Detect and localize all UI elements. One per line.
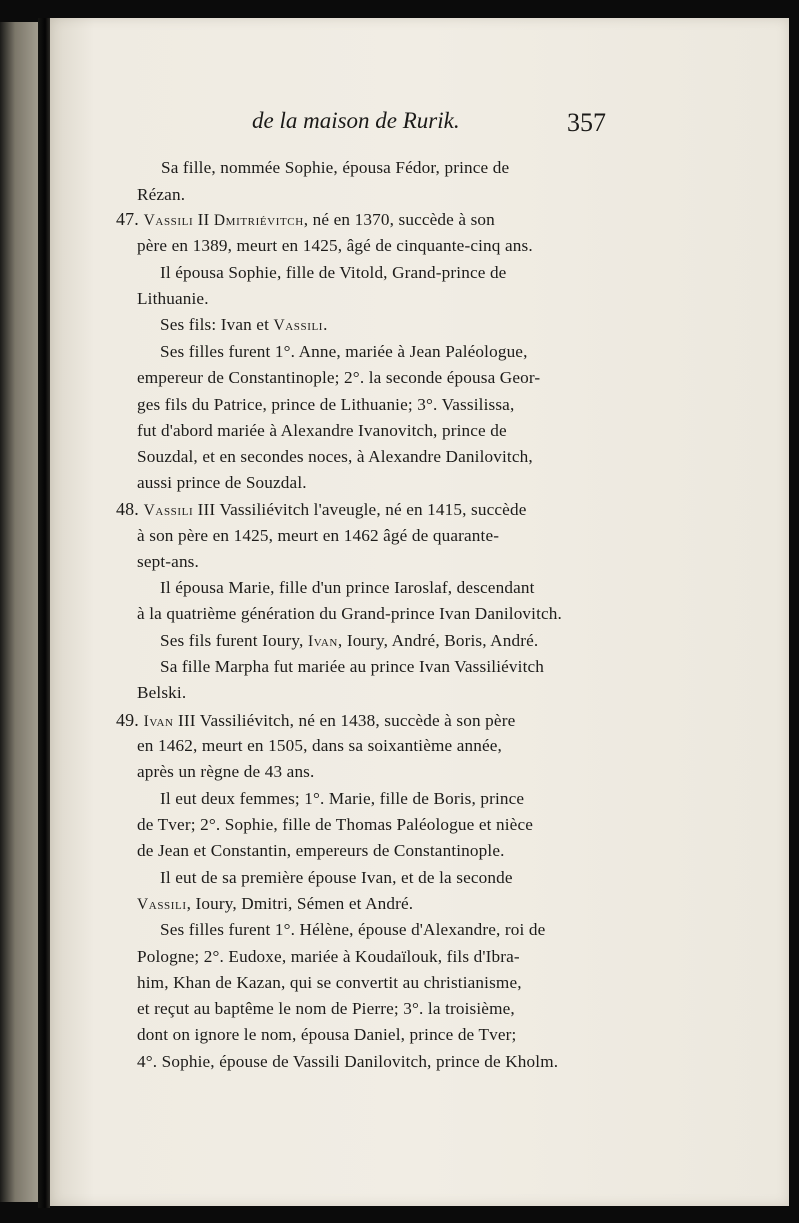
text-line: en 1462, meurt en 1505, dans sa soixantième année, [137,736,502,755]
text-line: Lithuanie. [137,289,209,308]
text-line: Sa fille Marpha fut mariée au prince Ivan Vassiliévitch [160,657,545,676]
text-line: 49. Ivan III Vassiliévitch, né en 1438, succède à son père [116,710,516,730]
text-line: et reçut au baptême le nom de Pierre; 3°. la troisième, [137,999,515,1018]
text-line: à la quatrième génération du Grand-prince Ivan Danilovitch. [137,604,563,623]
text-line: Sa fille, nommée Sophie, épousa Fédor, prince de [161,158,510,177]
text-line: Ses filles furent 1°. Anne, mariée à Jean Paléologue, [160,342,528,361]
text-line: Pologne; 2°. Eudoxe, mariée à Koudaïlouk, fils d'Ibra- [137,947,520,966]
text-line: Il épousa Sophie, fille de Vitold, Grand-prince de [160,263,507,282]
text-line: après un règne de 43 ans. [137,762,315,781]
text-line: à son père en 1425, meurt en 1462 âgé de quarante- [137,526,500,545]
text-line: Il eut deux femmes; 1°. Marie, fille de Boris, prince [160,789,525,808]
text-line: Souzdal, et en secondes noces, à Alexandre Danilovitch, [137,447,533,466]
text-line: sept-ans. [137,552,199,571]
text-line: 48. Vassili III Vassiliévitch l'aveugle, né en 1415, succède [116,499,527,519]
text-line: Belski. [137,683,187,702]
text-line: de Tver; 2°. Sophie, fille de Thomas Paléologue et nièce [137,815,533,834]
text-line: Rézan. [137,185,186,204]
text-line: Vassili, Ioury, Dmitri, Sémen et André. [137,894,414,913]
text-line: ges fils du Patrice, prince de Lithuanie; 3°. Vassilissa, [137,395,515,414]
running-title: de la maison de Rurik. [252,108,460,133]
text-line: him, Khan de Kazan, qui se convertit au christianisme, [137,973,522,992]
text-line: Il épousa Marie, fille d'un prince Iaroslaf, descendant [160,578,535,597]
text-line: 47. Vassili II Dmitriévitch, né en 1370, succède à son [116,209,495,229]
text-line: 4°. Sophie, épouse de Vassili Danilovitch, prince de Kholm. [137,1052,559,1071]
text-line: fut d'abord mariée à Alexandre Ivanovitch, prince de [137,421,507,440]
page-number: 357 [567,108,606,137]
text-line: Il eut de sa première épouse Ivan, et de la seconde [160,868,513,887]
text-line: empereur de Constantinople; 2°. la seconde épousa Geor- [137,368,541,387]
text-line: de Jean et Constantin, empereurs de Constantinople. [137,841,505,860]
text-line: dont on ignore le nom, épousa Daniel, prince de Tver; [137,1025,517,1044]
text-line: père en 1389, meurt en 1425, âgé de cinquante-cinq ans. [137,236,533,255]
text-line: Ses fils: Ivan et Vassili. [160,315,328,334]
text-line: Ses fils furent Ioury, Ivan, Ioury, André, Boris, André. [160,631,539,650]
text-line: aussi prince de Souzdal. [137,473,307,492]
text-line: Ses filles furent 1°. Hélène, épouse d'Alexandre, roi de [160,920,546,939]
